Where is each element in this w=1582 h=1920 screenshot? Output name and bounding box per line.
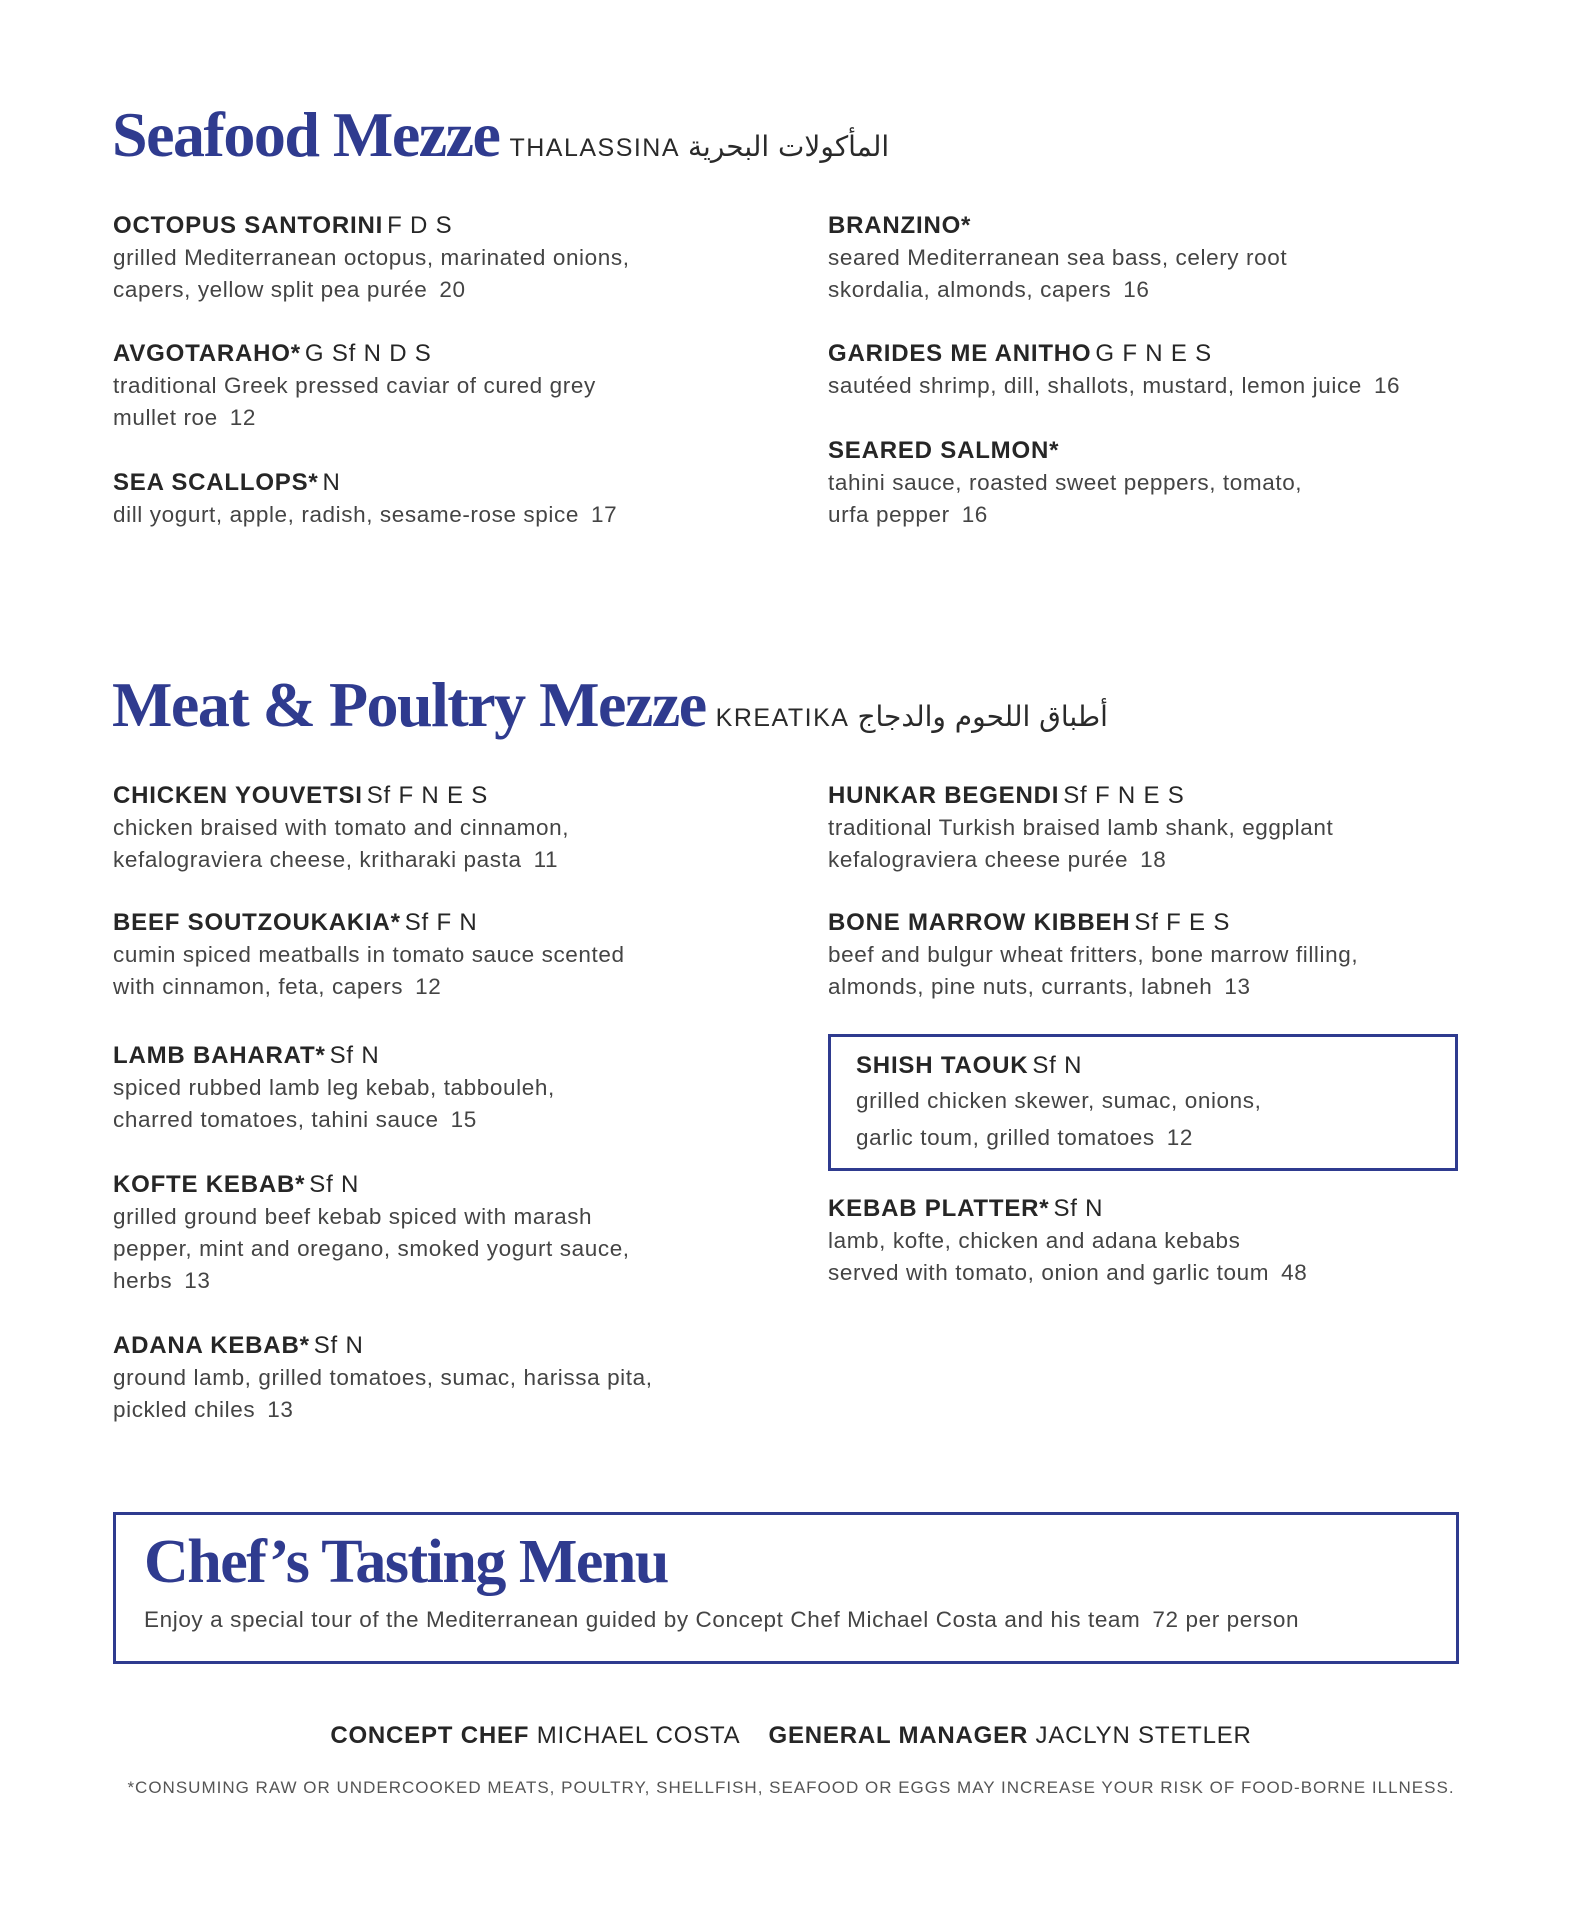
manager-name: JACLYN STETLER xyxy=(1035,1722,1252,1749)
menu-item xyxy=(113,210,733,306)
item-name-row xyxy=(113,338,733,370)
item-name: ADANA KEBAB* xyxy=(113,1332,310,1359)
item-name-row xyxy=(113,210,733,242)
item-name-row xyxy=(113,467,733,499)
item-description xyxy=(113,1072,733,1104)
item-description xyxy=(828,939,1448,971)
item-price: 18 xyxy=(1140,847,1167,872)
item-name-row xyxy=(828,907,1448,939)
item-description xyxy=(828,844,1448,876)
menu-item xyxy=(113,467,733,531)
meat-title: Meat & Poultry Mezze xyxy=(112,669,706,740)
dietary-tags: Sf F E S xyxy=(1134,909,1231,936)
item-name: OCTOPUS SANTORINI xyxy=(113,212,384,239)
item-description xyxy=(828,274,1448,306)
item-name: GARIDES ME ANITHO xyxy=(828,340,1092,367)
item-name: BEEF SOUTZOUKAKIA* xyxy=(113,909,401,936)
description-line: traditional Greek pressed caviar of cured grey xyxy=(113,373,596,398)
dietary-tags: Sf N xyxy=(1053,1195,1104,1222)
item-description xyxy=(113,1394,733,1426)
seafood-title: Seafood Mezze xyxy=(112,99,500,170)
description-line: mullet roe xyxy=(113,405,218,430)
description-line: traditional Turkish braised lamb shank, eggplant xyxy=(828,815,1334,840)
item-price: 16 xyxy=(961,502,988,527)
dietary-tags: Sf N xyxy=(329,1042,380,1069)
item-price: 12 xyxy=(1166,1125,1194,1150)
seafood-arabic-title: المأكولات البحرية xyxy=(688,130,890,163)
dietary-tags: Sf N xyxy=(309,1171,360,1198)
dietary-tags: Sf N xyxy=(1032,1052,1083,1079)
chefs-tasting-description xyxy=(144,1607,1299,1633)
item-description xyxy=(113,402,733,434)
description-line: tahini sauce, roasted sweet peppers, tomato, xyxy=(828,470,1303,495)
item-name: LAMB BAHARAT* xyxy=(113,1042,326,1069)
description-line: herbs xyxy=(113,1268,173,1293)
menu-item xyxy=(856,1050,1476,1156)
description-line: chicken braised with tomato and cinnamon, xyxy=(113,815,570,840)
chef-label: CONCEPT CHEF xyxy=(330,1722,530,1749)
item-name: BRANZINO* xyxy=(828,212,972,239)
item-name-row xyxy=(113,1169,733,1201)
item-name-row xyxy=(828,780,1448,812)
item-description xyxy=(856,1119,1476,1156)
description-line: garlic toum, grilled tomatoes xyxy=(856,1125,1155,1150)
item-description xyxy=(113,274,733,306)
item-name: SEA SCALLOPS* xyxy=(113,469,319,496)
item-description xyxy=(113,1362,733,1394)
item-price: 16 xyxy=(1123,277,1150,302)
item-price: 15 xyxy=(450,1107,477,1132)
chefs-tasting-box xyxy=(113,1512,1459,1664)
item-price: 48 xyxy=(1281,1260,1308,1285)
description-line: capers, yellow split pea purée xyxy=(113,277,428,302)
item-name-row xyxy=(828,435,1448,467)
item-description xyxy=(113,1265,733,1297)
item-price: 20 xyxy=(439,277,466,302)
item-name-row xyxy=(113,1330,733,1362)
description-line: dill yogurt, apple, radish, sesame-rose spice xyxy=(113,502,579,527)
chefs-tasting-text: Enjoy a special tour of the Mediterranean guided by Concept Chef Michael Costa and his team xyxy=(144,1607,1141,1632)
item-name-row xyxy=(828,338,1448,370)
menu-item xyxy=(113,1330,733,1426)
item-description xyxy=(113,1104,733,1136)
item-description xyxy=(113,242,733,274)
item-name-row xyxy=(828,1193,1448,1225)
menu-item xyxy=(828,435,1448,531)
item-description xyxy=(828,242,1448,274)
item-description xyxy=(113,370,733,402)
description-line: charred tomatoes, tahini sauce xyxy=(113,1107,439,1132)
item-description xyxy=(113,812,733,844)
description-line: pepper, mint and oregano, smoked yogurt sauce, xyxy=(113,1236,630,1261)
menu-item xyxy=(113,907,733,1003)
description-line: kefalograviera cheese, kritharaki pasta xyxy=(113,847,522,872)
dietary-tags: Sf F N E S xyxy=(366,782,489,809)
meat-subtitle: KREATIKA xyxy=(715,704,850,732)
item-name: AVGOTARAHO* xyxy=(113,340,301,367)
item-name: HUNKAR BEGENDI xyxy=(828,782,1060,809)
item-name-row xyxy=(828,210,1448,242)
staff-credits xyxy=(0,1722,1582,1750)
item-description xyxy=(113,844,733,876)
manager-label: GENERAL MANAGER xyxy=(768,1722,1029,1749)
item-name: KOFTE KEBAB* xyxy=(113,1171,306,1198)
menu-item xyxy=(113,1040,733,1136)
item-name-row xyxy=(113,780,733,812)
menu-item xyxy=(828,338,1448,402)
description-line: grilled chicken skewer, sumac, onions, xyxy=(856,1088,1262,1113)
item-price: 12 xyxy=(229,405,257,430)
dietary-tags: G F N E S xyxy=(1095,340,1212,367)
menu-item xyxy=(828,210,1448,306)
menu-item xyxy=(828,907,1448,1003)
item-description xyxy=(113,1201,733,1233)
item-price: 17 xyxy=(590,502,618,527)
menu-item xyxy=(828,780,1448,876)
description-line: spiced rubbed lamb leg kebab, tabbouleh, xyxy=(113,1075,555,1100)
menu-item xyxy=(113,780,733,876)
dietary-tags: Sf F N xyxy=(404,909,478,936)
item-description xyxy=(113,1233,733,1265)
description-line: grilled Mediterranean octopus, marinated onions, xyxy=(113,245,630,270)
menu-item xyxy=(113,1169,733,1297)
description-line: pickled chiles xyxy=(113,1397,256,1422)
description-line: seared Mediterranean sea bass, celery root xyxy=(828,245,1288,270)
dietary-tags: Sf F N E S xyxy=(1063,782,1185,809)
item-price: 13 xyxy=(1224,974,1251,999)
item-description xyxy=(828,971,1448,1003)
seafood-subtitle: THALASSINA xyxy=(509,134,681,162)
item-price: 13 xyxy=(267,1397,294,1422)
description-line: kefalograviera cheese purée xyxy=(828,847,1129,872)
description-line: almonds, pine nuts, currants, labneh xyxy=(828,974,1213,999)
seafood-heading xyxy=(112,98,889,172)
dietary-tags: Sf N xyxy=(313,1332,364,1359)
description-line: cumin spiced meatballs in tomato sauce scented xyxy=(113,942,625,967)
item-price: 11 xyxy=(533,847,559,872)
description-line: urfa pepper xyxy=(828,502,950,527)
description-line: served with tomato, onion and garlic toum xyxy=(828,1260,1270,1285)
health-disclaimer: *CONSUMING RAW OR UNDERCOOKED MEATS, POULTRY, SHELLFISH, SEAFOOD OR EGGS MAY INCREASE YOUR RISK OF FOOD-BORNE ILLNESS. xyxy=(127,1778,1455,1797)
item-description xyxy=(828,370,1448,402)
item-description xyxy=(828,812,1448,844)
menu-item xyxy=(828,1193,1448,1289)
dietary-tags: G Sf N D S xyxy=(304,340,432,367)
description-line: skordalia, almonds, capers xyxy=(828,277,1112,302)
description-line: with cinnamon, feta, capers xyxy=(113,974,404,999)
item-description xyxy=(113,971,733,1003)
item-name: KEBAB PLATTER* xyxy=(828,1195,1050,1222)
description-line: sautéed shrimp, dill, shallots, mustard, lemon juice xyxy=(828,373,1362,398)
item-price: 16 xyxy=(1373,373,1401,398)
description-line: beef and bulgur wheat fritters, bone marrow filling, xyxy=(828,942,1359,967)
menu-item xyxy=(113,338,733,434)
item-name-row xyxy=(856,1050,1476,1082)
item-description xyxy=(856,1082,1476,1119)
item-description xyxy=(828,1257,1448,1289)
meat-arabic-title: أطباق اللحوم والدجاج xyxy=(857,700,1108,733)
description-line: grilled ground beef kebab spiced with marash xyxy=(113,1204,593,1229)
item-name-row xyxy=(113,907,733,939)
item-description xyxy=(113,499,733,531)
description-line: lamb, kofte, chicken and adana kebabs xyxy=(828,1228,1241,1253)
item-name: CHICKEN YOUVETSI xyxy=(113,782,363,809)
item-name: BONE MARROW KIBBEH xyxy=(828,909,1131,936)
item-name: SEARED SALMON* xyxy=(828,437,1060,464)
item-description xyxy=(828,467,1448,499)
dietary-tags: N xyxy=(322,469,341,496)
item-description xyxy=(828,1225,1448,1257)
chef-name: MICHAEL COSTA xyxy=(536,1722,741,1749)
chefs-tasting-price: 72 per person xyxy=(1152,1607,1300,1632)
item-price: 12 xyxy=(415,974,442,999)
item-name-row xyxy=(113,1040,733,1072)
item-name: SHISH TAOUK xyxy=(856,1052,1029,1079)
chefs-tasting-title: Chef’s Tasting Menu xyxy=(144,1528,668,1596)
meat-heading xyxy=(112,668,1108,742)
description-line: ground lamb, grilled tomatoes, sumac, harissa pita, xyxy=(113,1365,653,1390)
item-price: 13 xyxy=(184,1268,211,1293)
item-description xyxy=(828,499,1448,531)
dietary-tags: F D S xyxy=(387,212,453,239)
item-description xyxy=(113,939,733,971)
